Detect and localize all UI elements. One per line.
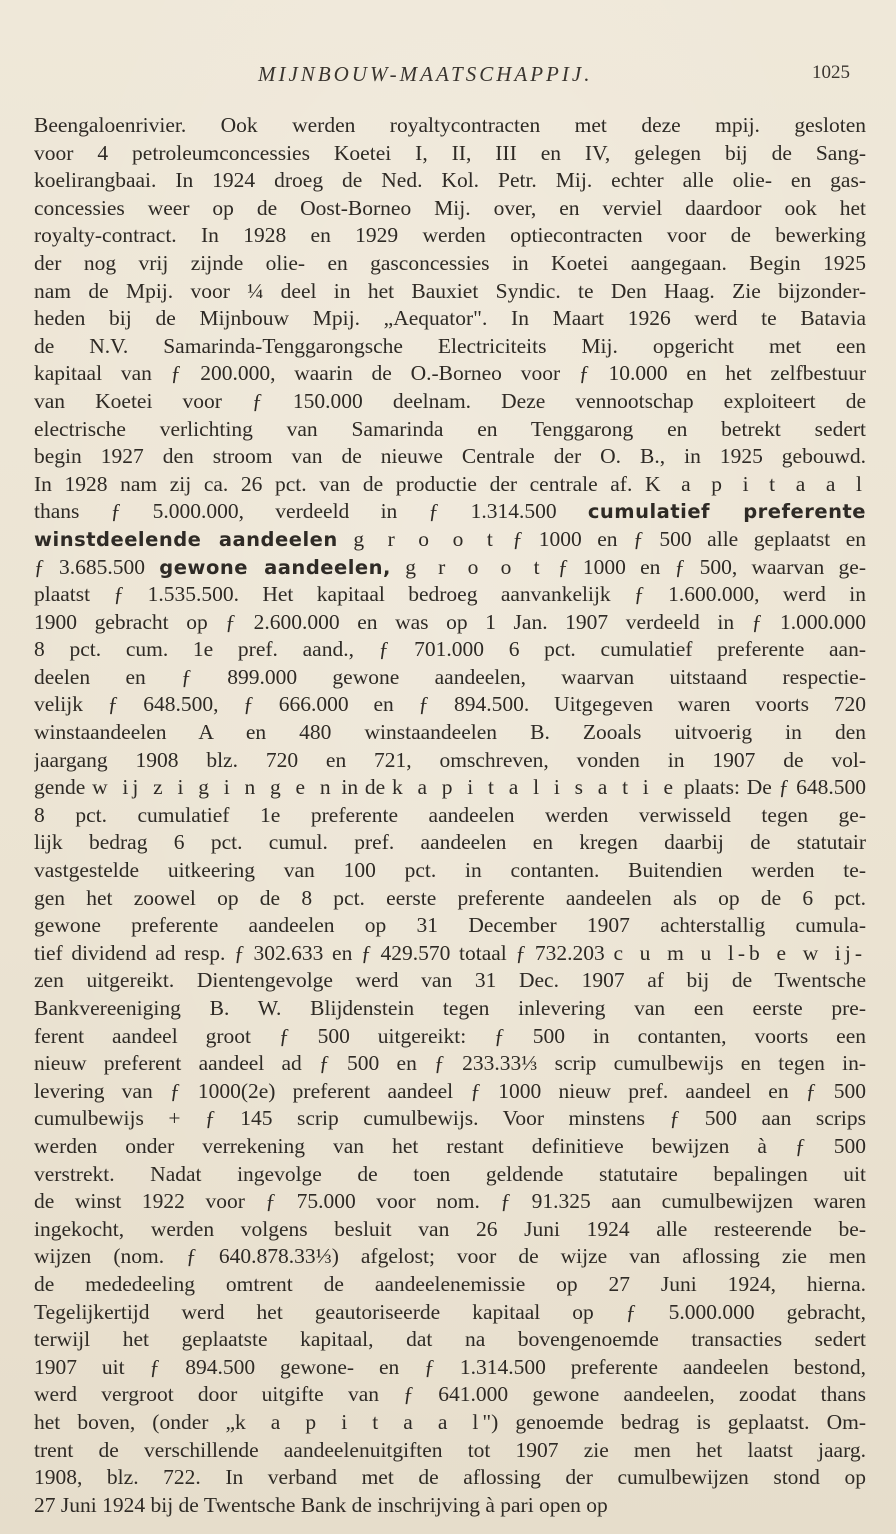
kapitaal-quote-spaced: k a p i t a a l <box>235 1409 483 1434</box>
text-line: nieuw preferent aandeel ad ƒ 500 en ƒ 233.33⅓ scrip cumulbewijs en tegen in- <box>34 1051 866 1076</box>
text-line <box>34 471 866 499</box>
text-line: royalty-contract. In 1928 en 1929 werden optiecontracten voor de bewerking <box>34 223 866 248</box>
text-line: heden bij de Mijnbouw Mpij. „Aequator". In Maart 1926 werd te Batavia <box>34 306 866 331</box>
text-line: Tegelijkertijd werd het geautoriseerde kapitaal op ƒ 5.000.000 gebracht, <box>34 1299 866 1324</box>
text-line: zen uitgereikt. Dientengevolge werd van 31 Dec. 1907 af bij de Twentsche <box>34 968 866 993</box>
line-text: ") genoemde bedrag is geplaatst. Om- <box>482 1409 866 1434</box>
text-line: 1900 gebracht op ƒ 2.600.000 en was op 1 Jan. 1907 verdeeld in ƒ 1.000.000 <box>34 609 866 634</box>
text-line: koelirangbaai. In 1924 droeg de Ned. Kol. Petr. Mij. echter alle olie- en gas- <box>34 168 866 193</box>
text-line: wijzen (nom. ƒ 640.878.33⅓) afgelost; voor de wijze van aflossing zie men <box>34 1244 866 1269</box>
winstdeelende-aandeelen-heading: winstdeelende aandeelen <box>34 527 338 551</box>
text-line <box>34 554 866 582</box>
text-line <box>34 498 866 526</box>
line-text: thans ƒ 5.000.000, verdeeld in ƒ 1.314.500 <box>34 499 557 524</box>
line-text: ƒ 1000 en ƒ 500, waarvan ge- <box>557 554 866 579</box>
line-text: gende <box>34 775 86 800</box>
text-line: velijk ƒ 648.500, ƒ 666.000 en ƒ 894.500. Uitgegeven waren voorts 720 <box>34 692 866 717</box>
gewone-aandeelen-heading: gewone aandeelen, <box>159 555 391 579</box>
text-line: cumulbewijs + ƒ 145 scrip cumulbewijs. Voor minstens ƒ 500 aan scrips <box>34 1106 866 1131</box>
kapitaal-heading: K a p i t a a l <box>644 471 866 496</box>
text-line: levering van ƒ 1000(2e) preferent aandeel ƒ 1000 nieuw pref. aandeel en ƒ 500 <box>34 1078 866 1103</box>
text-line: Bankvereeniging B. W. Blijdenstein tegen inlevering van een eerste pre- <box>34 996 866 1020</box>
line-text: ƒ 3.685.500 <box>34 554 145 579</box>
text-line: 8 pct. cumulatief 1e preferente aandeelen werden verwisseld tegen ge- <box>34 802 866 827</box>
line-text: in de <box>341 775 386 800</box>
text-line: de N.V. Samarinda-Tenggarongsche Electriciteits Mij. opgericht met een <box>34 333 866 358</box>
text-line <box>34 940 866 968</box>
text-line: werd vergroot door uitgifte van ƒ 641.000 gewone aandeelen, zoodat thans <box>34 1382 866 1407</box>
cumulatief-preferente-heading: cumulatief preferente <box>587 500 866 524</box>
text-line: concessies weer op de Oost-Borneo Mij. over, en verviel daardoor ook het <box>34 195 866 220</box>
text-line: electrische verlichting van Samarinda en Tenggarong en betrekt sedert <box>34 416 866 441</box>
text-line <box>34 774 866 802</box>
line-text: het boven, (onder „ <box>34 1409 235 1434</box>
body-text <box>34 112 866 1519</box>
text-line: gen het zoowel op de 8 pct. eerste preferente aandeelen als op de 6 pct. <box>34 885 866 910</box>
text-line: Beengaloenrivier. Ook werden royaltycontracten met deze mpij. gesloten <box>34 113 866 137</box>
text-line: 27 Juni 1924 bij de Twentsche Bank de inschrijving à pari open op <box>34 1492 608 1517</box>
text-line: de winst 1922 voor ƒ 75.000 voor nom. ƒ 91.325 aan cumulbewijzen waren <box>34 1189 866 1214</box>
cumulbewijzen-spaced: c u m u l-b e w ij- <box>613 940 866 965</box>
text-line: van Koetei voor ƒ 150.000 deelnam. Deze vennootschap exploiteert de <box>34 388 866 413</box>
text-line: deelen en ƒ 899.000 gewone aandeelen, waarvan uitstaand respectie- <box>34 664 866 689</box>
text-line <box>34 526 866 554</box>
kapitalisatie-spaced: k a p i t a l i s a t i e <box>391 775 678 800</box>
text-line: 1907 uit ƒ 894.500 gewone- en ƒ 1.314.500 preferente aandeelen bestond, <box>34 1354 866 1379</box>
text-line <box>34 1409 866 1437</box>
text-line: plaatst ƒ 1.535.500. Het kapitaal bedroeg aanvankelijk ƒ 1.600.000, werd in <box>34 582 866 607</box>
text-line: begin 1927 den stroom van de nieuwe Centrale der O. B., in 1925 gebouwd. <box>34 444 866 469</box>
text-line: verstrekt. Nadat ingevolge de toen geldende statutaire bepalingen uit <box>34 1161 866 1186</box>
line-text: In 1928 nam zij ca. 26 pct. van de productie der centrale af. <box>34 471 633 496</box>
text-line: der nog vrij zijnde olie- en gasconcessies in Koetei aangegaan. Begin 1925 <box>34 250 866 275</box>
groot-label: g r o o t <box>405 554 544 579</box>
text-line: voor 4 petroleumconcessies Koetei I, II, III en IV, gelegen bij de Sang- <box>34 140 866 165</box>
line-text: tief dividend ad resp. ƒ 302.633 en ƒ 429.570 totaal ƒ 732.203 <box>34 940 605 965</box>
text-line: lijk bedrag 6 pct. cumul. pref. aandeelen en kregen daarbij de statutair <box>34 830 866 855</box>
text-line: nam de Mpij. voor ¼ deel in het Bauxiet Syndic. te Den Haag. Zie bijzonder- <box>34 278 866 303</box>
page-number: 1025 <box>812 62 850 83</box>
line-text: plaats: De ƒ 648.500 <box>683 775 866 800</box>
running-title: MIJNBOUW-MAATSCHAPPIJ. <box>258 62 593 86</box>
groot-label: g r o o t <box>353 526 497 551</box>
text-line: 1908, blz. 722. In verband met de aflossing der cumulbewijzen stond op <box>34 1465 866 1490</box>
text-line: winstaandeelen A en 480 winstaandeelen B. Zooals uitvoerig in den <box>34 720 866 745</box>
text-line: vastgestelde uitkeering van 100 pct. in contanten. Buitendien werden te- <box>34 858 866 883</box>
running-head <box>0 62 896 92</box>
text-line: terwijl het geplaatste kapitaal, dat na bovengenoemde transacties sedert <box>34 1327 866 1352</box>
text-line: werden onder verrekening van het restant definitieve bewijzen à ƒ 500 <box>34 1133 866 1158</box>
text-line: ferent aandeel groot ƒ 500 uitgereikt: ƒ 500 in contanten, voorts een <box>34 1023 866 1048</box>
text-line: ingekocht, werden volgens besluit van 26 Juni 1924 alle resteerende be- <box>34 1216 866 1241</box>
wijzigingen-spaced: w ij z i g i n g e n <box>92 775 335 800</box>
text-line: 8 pct. cum. 1e pref. aand., ƒ 701.000 6 pct. cumulatief preferente aan- <box>34 637 866 662</box>
text-line: kapitaal van ƒ 200.000, waarin de O.-Borneo voor ƒ 10.000 en het zelfbestuur <box>34 361 866 386</box>
text-line: gewone preferente aandeelen op 31 December 1907 achterstallig cumula- <box>34 913 866 938</box>
line-text: ƒ 1000 en ƒ 500 alle geplaatst en <box>512 526 866 551</box>
text-line: trent de verschillende aandeelenuitgiften tot 1907 zie men het laatst jaarg. <box>34 1437 866 1462</box>
text-line: de mededeeling omtrent de aandeelenemissie op 27 Juni 1924, hierna. <box>34 1271 866 1296</box>
text-line: jaargang 1908 blz. 720 en 721, omschreven, vonden in 1907 de vol- <box>34 747 866 772</box>
